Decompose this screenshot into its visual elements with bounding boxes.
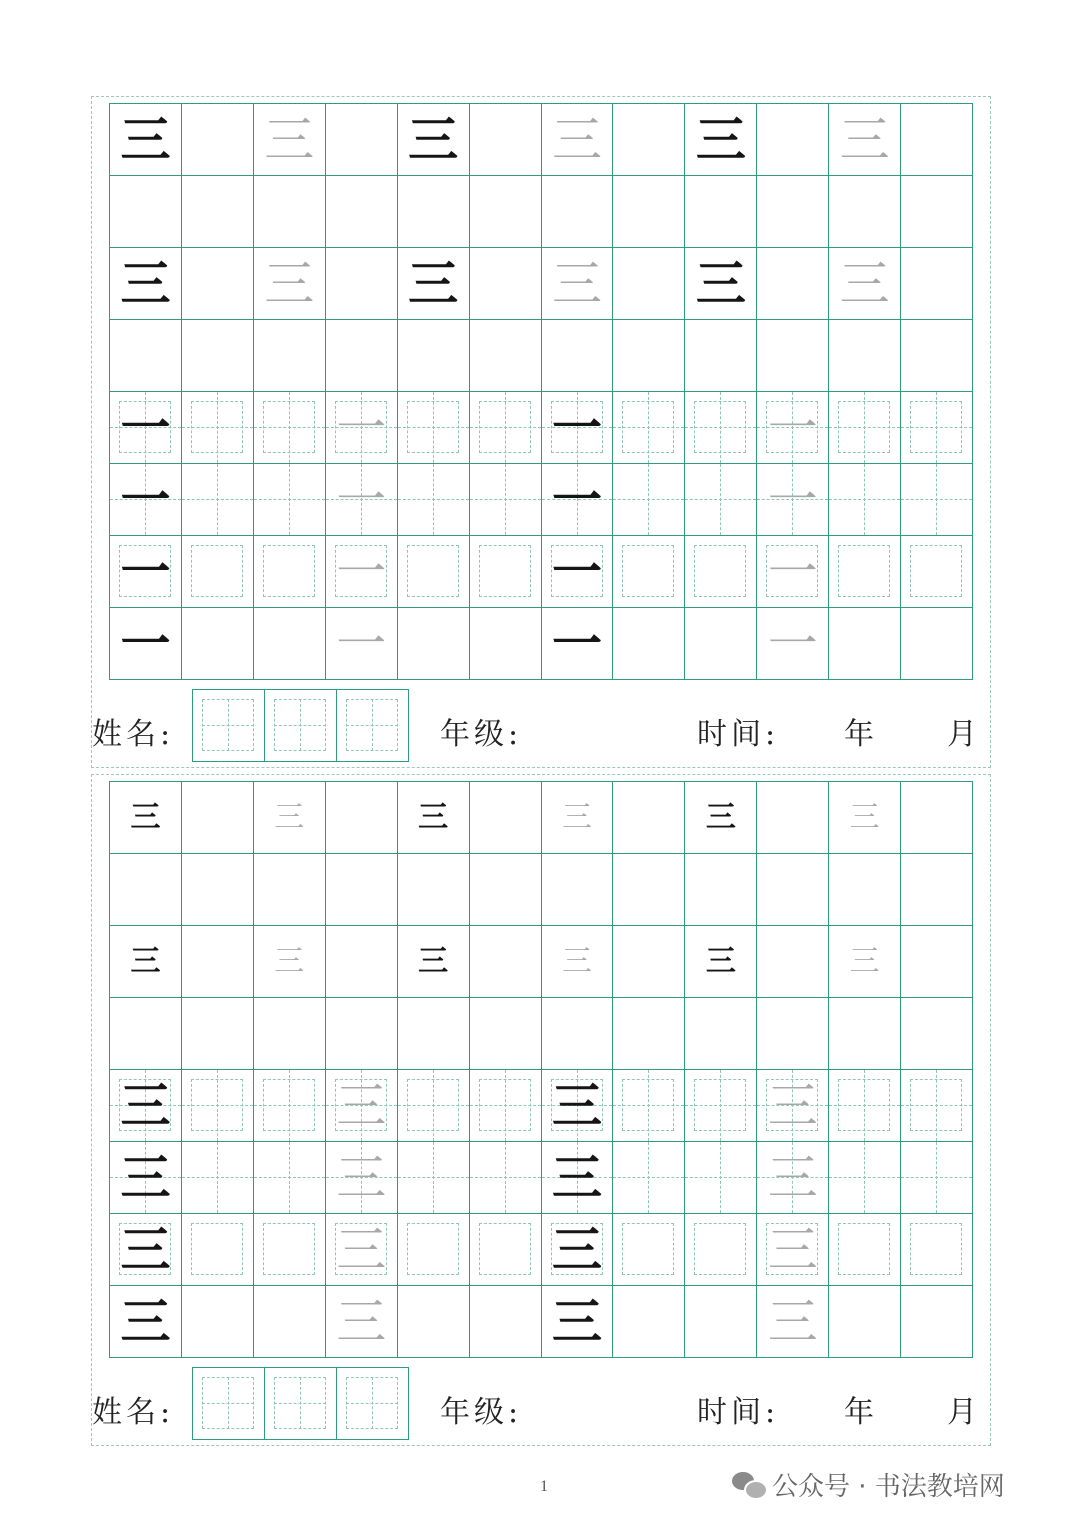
grid-cell[interactable] <box>110 1286 182 1358</box>
grid-cell[interactable] <box>757 392 829 464</box>
name-box[interactable] <box>265 1368 337 1440</box>
grid-cell[interactable] <box>829 1286 901 1358</box>
grid-cell[interactable] <box>901 1214 973 1286</box>
grid-cell[interactable] <box>613 464 685 536</box>
practice-character: 一 <box>551 541 602 601</box>
grid-cell[interactable] <box>110 782 182 854</box>
grid-row <box>110 854 973 926</box>
grid-cell[interactable] <box>398 854 470 926</box>
grid-cell[interactable] <box>901 1070 973 1142</box>
grid-cell[interactable] <box>613 392 685 464</box>
grid-cell[interactable] <box>254 854 326 926</box>
practice-character: 三 <box>551 1075 602 1135</box>
grid-cell[interactable] <box>326 926 398 998</box>
grid-cell[interactable] <box>901 998 973 1070</box>
grid-cell[interactable] <box>757 1142 829 1214</box>
grid-cell[interactable] <box>685 926 757 998</box>
grid-cell[interactable] <box>757 464 829 536</box>
practice-character: 三 <box>561 799 592 835</box>
grid-cell[interactable] <box>182 1214 254 1286</box>
grid-cell[interactable] <box>398 998 470 1070</box>
practice-character: 三 <box>130 799 161 835</box>
footer-2 <box>92 1367 992 1439</box>
grid-cell[interactable] <box>470 464 542 536</box>
grid-cell[interactable] <box>829 536 901 608</box>
grid-cell[interactable] <box>685 1142 757 1214</box>
practice-character: 三 <box>767 1148 818 1207</box>
grade-label: 年级: <box>440 717 523 752</box>
grid-cell[interactable] <box>398 392 470 464</box>
practice-character: 三 <box>120 1291 171 1351</box>
practice-character: 一 <box>120 541 171 601</box>
grid-cell[interactable] <box>757 176 829 248</box>
grid-cell[interactable] <box>757 854 829 926</box>
grid-cell[interactable] <box>326 248 398 320</box>
grid-cell[interactable] <box>613 998 685 1070</box>
grid-cell[interactable] <box>613 608 685 680</box>
grid-cell[interactable] <box>613 176 685 248</box>
practice-character: 三 <box>551 1147 602 1207</box>
grid-cell[interactable] <box>182 320 254 392</box>
grid-cell[interactable] <box>685 1214 757 1286</box>
grid-cell[interactable] <box>182 104 254 176</box>
grid-cell[interactable] <box>542 248 614 320</box>
practice-character: 三 <box>120 1147 171 1207</box>
grid-cell[interactable] <box>470 104 542 176</box>
grid-cell[interactable] <box>326 782 398 854</box>
practice-character: 三 <box>336 1076 387 1135</box>
grid-cell[interactable] <box>542 926 614 998</box>
practice-character: 三 <box>551 1219 602 1279</box>
practice-character: 一 <box>767 614 818 673</box>
grid-cell[interactable] <box>757 782 829 854</box>
practice-character: 三 <box>120 1219 171 1279</box>
practice-character: 三 <box>695 253 746 313</box>
practice-character: 一 <box>120 397 171 457</box>
grid-cell[interactable] <box>613 104 685 176</box>
practice-character: 三 <box>767 1292 818 1351</box>
grid-cell[interactable] <box>685 854 757 926</box>
practice-character: 一 <box>336 398 387 457</box>
practice-character: 一 <box>767 398 818 457</box>
practice-character: 三 <box>130 943 161 979</box>
grid-cell[interactable] <box>470 1214 542 1286</box>
practice-character: 三 <box>408 253 459 313</box>
grid-cell[interactable] <box>757 248 829 320</box>
grid-cell[interactable] <box>110 998 182 1070</box>
grid-row <box>110 1214 973 1286</box>
month-label: 月 <box>947 717 981 752</box>
grid-cell[interactable] <box>326 854 398 926</box>
practice-character: 三 <box>120 109 171 169</box>
grid-cell[interactable] <box>470 854 542 926</box>
grid-cell[interactable] <box>829 608 901 680</box>
footer-1 <box>92 689 992 761</box>
grid-row <box>110 536 973 608</box>
grid-cell[interactable] <box>757 1070 829 1142</box>
practice-character: 三 <box>849 799 880 835</box>
grid-cell[interactable] <box>326 464 398 536</box>
grid-row <box>110 782 973 854</box>
grid-cell[interactable] <box>542 176 614 248</box>
practice-character: 一 <box>551 613 602 673</box>
grid-cell[interactable] <box>613 320 685 392</box>
grid-cell[interactable] <box>254 608 326 680</box>
grid-cell[interactable] <box>470 320 542 392</box>
practice-character: 三 <box>705 799 736 835</box>
grid-cell[interactable] <box>182 1286 254 1358</box>
watermark <box>732 1466 1005 1503</box>
grid-cell[interactable] <box>254 926 326 998</box>
grid-cell[interactable] <box>254 176 326 248</box>
grid-cell[interactable] <box>613 1214 685 1286</box>
practice-grid-2 <box>109 781 973 1358</box>
grid-cell[interactable] <box>254 1070 326 1142</box>
grid-cell[interactable] <box>829 854 901 926</box>
practice-character: 三 <box>849 943 880 979</box>
grid-cell[interactable] <box>110 536 182 608</box>
grid-cell[interactable] <box>685 320 757 392</box>
name-boxes[interactable] <box>192 689 409 762</box>
grid-cell[interactable] <box>110 1142 182 1214</box>
grid-cell[interactable] <box>829 176 901 248</box>
practice-character: 一 <box>336 470 387 529</box>
grid-cell[interactable] <box>829 104 901 176</box>
grid-cell[interactable] <box>542 1142 614 1214</box>
grid-cell[interactable] <box>254 464 326 536</box>
grid-cell[interactable] <box>685 248 757 320</box>
grid-cell[interactable] <box>829 998 901 1070</box>
practice-character: 三 <box>767 1220 818 1279</box>
grid-cell[interactable] <box>901 320 973 392</box>
grid-cell[interactable] <box>757 536 829 608</box>
practice-character: 三 <box>551 1291 602 1351</box>
grid-cell[interactable] <box>398 782 470 854</box>
year-label: 年 <box>844 1395 878 1430</box>
grid-cell[interactable] <box>254 1142 326 1214</box>
grid-cell[interactable] <box>182 464 254 536</box>
practice-character: 三 <box>551 110 602 169</box>
grid-cell[interactable] <box>685 392 757 464</box>
grid-cell[interactable] <box>901 176 973 248</box>
grid-cell[interactable] <box>901 464 973 536</box>
grid-cell[interactable] <box>182 248 254 320</box>
grid-cell[interactable] <box>829 248 901 320</box>
practice-character: 三 <box>695 109 746 169</box>
grid-cell[interactable] <box>254 1286 326 1358</box>
grid-cell[interactable] <box>757 320 829 392</box>
name-box[interactable] <box>193 690 265 762</box>
grid-cell[interactable] <box>182 176 254 248</box>
grid-cell[interactable] <box>398 608 470 680</box>
grid-cell[interactable] <box>182 1142 254 1214</box>
grid-cell[interactable] <box>757 926 829 998</box>
grid-cell[interactable] <box>470 998 542 1070</box>
grid-cell[interactable] <box>110 608 182 680</box>
time-label: 时间: <box>697 1395 780 1430</box>
grid-cell[interactable] <box>829 464 901 536</box>
grid-cell[interactable] <box>542 104 614 176</box>
practice-character: 三 <box>274 943 305 979</box>
grid-cell[interactable] <box>470 392 542 464</box>
practice-character: 三 <box>705 943 736 979</box>
grid-cell[interactable] <box>613 854 685 926</box>
grid-cell[interactable] <box>757 608 829 680</box>
grid-cell[interactable] <box>470 608 542 680</box>
grid-cell[interactable] <box>829 782 901 854</box>
grid-cell[interactable] <box>542 782 614 854</box>
grid-row <box>110 1142 973 1214</box>
grid-cell[interactable] <box>182 782 254 854</box>
grid-row <box>110 320 973 392</box>
grid-cell[interactable] <box>829 320 901 392</box>
grid-cell[interactable] <box>254 536 326 608</box>
grid-cell[interactable] <box>542 320 614 392</box>
grid-cell[interactable] <box>470 1286 542 1358</box>
practice-character: 三 <box>274 799 305 835</box>
grid-row <box>110 926 973 998</box>
practice-character: 三 <box>767 1076 818 1135</box>
grid-cell[interactable] <box>110 854 182 926</box>
grid-cell[interactable] <box>182 854 254 926</box>
practice-character: 一 <box>120 469 171 529</box>
practice-character: 三 <box>839 254 890 313</box>
grid-cell[interactable] <box>613 782 685 854</box>
grid-cell[interactable] <box>398 104 470 176</box>
grid-cell[interactable] <box>326 1070 398 1142</box>
grid-cell[interactable] <box>110 320 182 392</box>
grid-cell[interactable] <box>901 248 973 320</box>
watermark-text: 公众号 · 书法教培网 <box>772 1472 1005 1502</box>
grid-cell[interactable] <box>901 1286 973 1358</box>
grid-cell[interactable] <box>685 782 757 854</box>
practice-character: 一 <box>551 469 602 529</box>
practice-character: 一 <box>120 613 171 673</box>
practice-character: 三 <box>418 943 449 979</box>
grid-cell[interactable] <box>829 926 901 998</box>
grid-cell[interactable] <box>254 998 326 1070</box>
practice-character: 三 <box>561 943 592 979</box>
grid-cell[interactable] <box>398 1286 470 1358</box>
grid-cell[interactable] <box>685 1286 757 1358</box>
grid-cell[interactable] <box>901 854 973 926</box>
grid-cell[interactable] <box>326 608 398 680</box>
grid-cell[interactable] <box>542 998 614 1070</box>
grid-cell[interactable] <box>326 392 398 464</box>
grid-cell[interactable] <box>470 1070 542 1142</box>
grid-cell[interactable] <box>254 320 326 392</box>
grid-row <box>110 998 973 1070</box>
practice-character: 三 <box>336 1292 387 1351</box>
grid-cell[interactable] <box>110 248 182 320</box>
grid-cell[interactable] <box>685 176 757 248</box>
grid-cell[interactable] <box>110 1214 182 1286</box>
grid-cell[interactable] <box>613 1070 685 1142</box>
practice-character: 一 <box>767 470 818 529</box>
grid-cell[interactable] <box>757 104 829 176</box>
practice-character: 三 <box>408 109 459 169</box>
grid-cell[interactable] <box>470 782 542 854</box>
grid-row <box>110 176 973 248</box>
grid-cell[interactable] <box>542 1070 614 1142</box>
name-label: 姓名: <box>92 717 175 752</box>
grid-cell[interactable] <box>613 926 685 998</box>
grid-cell[interactable] <box>254 248 326 320</box>
grid-cell[interactable] <box>829 392 901 464</box>
grid-cell[interactable] <box>470 1142 542 1214</box>
grid-cell[interactable] <box>542 1286 614 1358</box>
worksheet-sheet-2 <box>91 774 991 1446</box>
practice-character: 三 <box>120 1075 171 1135</box>
practice-character: 一 <box>767 542 818 601</box>
year-label: 年 <box>844 717 878 752</box>
page-number: 1 <box>540 1478 548 1495</box>
name-box[interactable] <box>337 1368 409 1440</box>
grid-cell[interactable] <box>542 536 614 608</box>
grid-cell[interactable] <box>326 1286 398 1358</box>
wechat-icon <box>732 1472 764 1498</box>
time-label: 时间: <box>697 717 780 752</box>
grid-cell[interactable] <box>182 1070 254 1142</box>
grid-cell[interactable] <box>542 608 614 680</box>
grid-row <box>110 104 973 176</box>
grid-cell[interactable] <box>613 1142 685 1214</box>
grid-cell[interactable] <box>613 536 685 608</box>
grid-cell[interactable] <box>901 104 973 176</box>
grid-cell[interactable] <box>542 464 614 536</box>
practice-character: 一 <box>336 614 387 673</box>
grid-cell[interactable] <box>182 392 254 464</box>
practice-character: 一 <box>551 397 602 457</box>
grid-cell[interactable] <box>829 1142 901 1214</box>
grid-cell[interactable] <box>110 1070 182 1142</box>
grid-cell[interactable] <box>110 464 182 536</box>
grid-cell[interactable] <box>470 926 542 998</box>
grid-cell[interactable] <box>110 392 182 464</box>
grid-cell[interactable] <box>470 176 542 248</box>
grid-cell[interactable] <box>901 536 973 608</box>
grade-label: 年级: <box>440 1395 523 1430</box>
grid-cell[interactable] <box>326 104 398 176</box>
grid-row <box>110 1286 973 1358</box>
grid-cell[interactable] <box>110 104 182 176</box>
grid-cell[interactable] <box>613 1286 685 1358</box>
grid-cell[interactable] <box>326 320 398 392</box>
grid-cell[interactable] <box>254 392 326 464</box>
grid-cell[interactable] <box>398 536 470 608</box>
grid-cell[interactable] <box>685 998 757 1070</box>
grid-cell[interactable] <box>254 1214 326 1286</box>
practice-character: 三 <box>336 1148 387 1207</box>
name-boxes[interactable] <box>192 1367 409 1440</box>
practice-character: 三 <box>839 110 890 169</box>
grid-cell[interactable] <box>326 536 398 608</box>
grid-cell[interactable] <box>901 926 973 998</box>
grid-cell[interactable] <box>398 464 470 536</box>
grid-cell[interactable] <box>398 248 470 320</box>
name-box[interactable] <box>337 690 409 762</box>
practice-character: 三 <box>336 1220 387 1279</box>
grid-row <box>110 248 973 320</box>
grid-cell[interactable] <box>901 1142 973 1214</box>
grid-cell[interactable] <box>685 1070 757 1142</box>
grid-cell[interactable] <box>182 608 254 680</box>
grid-cell[interactable] <box>613 248 685 320</box>
practice-character: 三 <box>120 253 171 313</box>
grid-cell[interactable] <box>901 608 973 680</box>
practice-character: 一 <box>336 542 387 601</box>
worksheet-sheet-1 <box>91 96 991 768</box>
grid-cell[interactable] <box>398 926 470 998</box>
grid-cell[interactable] <box>470 248 542 320</box>
grid-cell[interactable] <box>542 392 614 464</box>
grid-cell[interactable] <box>685 536 757 608</box>
grid-row <box>110 608 973 680</box>
name-label: 姓名: <box>92 1395 175 1430</box>
grid-cell[interactable] <box>398 1214 470 1286</box>
grid-cell[interactable] <box>757 1214 829 1286</box>
grid-cell[interactable] <box>326 998 398 1070</box>
grid-cell[interactable] <box>757 1286 829 1358</box>
name-box[interactable] <box>265 690 337 762</box>
grid-cell[interactable] <box>901 392 973 464</box>
grid-cell[interactable] <box>829 1214 901 1286</box>
practice-character: 三 <box>264 110 315 169</box>
grid-cell[interactable] <box>110 176 182 248</box>
grid-cell[interactable] <box>542 1214 614 1286</box>
grid-cell[interactable] <box>685 464 757 536</box>
grid-cell[interactable] <box>757 998 829 1070</box>
grid-cell[interactable] <box>398 176 470 248</box>
grid-cell[interactable] <box>254 104 326 176</box>
month-label: 月 <box>947 1395 981 1430</box>
grid-row <box>110 392 973 464</box>
grid-row <box>110 1070 973 1142</box>
grid-cell[interactable] <box>182 926 254 998</box>
grid-cell[interactable] <box>254 782 326 854</box>
grid-cell[interactable] <box>326 1142 398 1214</box>
grid-cell[interactable] <box>685 104 757 176</box>
grid-cell[interactable] <box>829 1070 901 1142</box>
grid-cell[interactable] <box>398 1070 470 1142</box>
grid-cell[interactable] <box>398 320 470 392</box>
grid-cell[interactable] <box>110 926 182 998</box>
grid-cell[interactable] <box>182 998 254 1070</box>
grid-cell[interactable] <box>326 1214 398 1286</box>
grid-cell[interactable] <box>542 854 614 926</box>
grid-cell[interactable] <box>685 608 757 680</box>
grid-cell[interactable] <box>182 536 254 608</box>
practice-grid-1 <box>109 103 973 680</box>
grid-cell[interactable] <box>398 1142 470 1214</box>
practice-character: 三 <box>264 254 315 313</box>
practice-character: 三 <box>418 799 449 835</box>
grid-cell[interactable] <box>326 176 398 248</box>
grid-cell[interactable] <box>901 782 973 854</box>
name-box[interactable] <box>193 1368 265 1440</box>
grid-cell[interactable] <box>470 536 542 608</box>
grid-row <box>110 464 973 536</box>
practice-character: 三 <box>551 254 602 313</box>
